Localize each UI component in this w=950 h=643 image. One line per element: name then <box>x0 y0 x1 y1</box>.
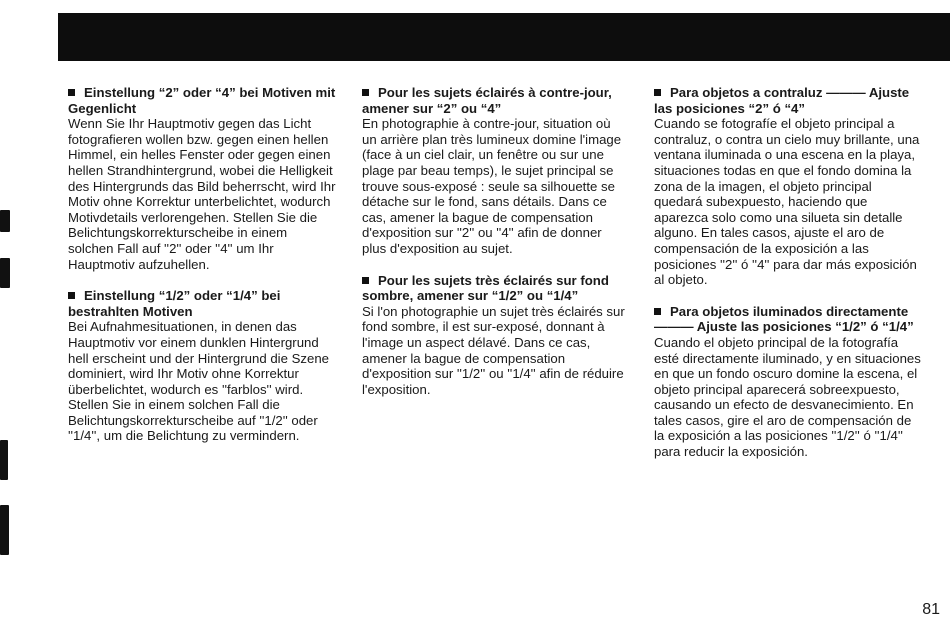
bullet-icon <box>654 308 661 315</box>
header-bar <box>58 13 950 61</box>
section-body: Cuando se fotografíe el objeto principal a contraluz, o contra un cielo muy brillante, una ventana iluminada o una escena en la playa, situaciones todas en que el fondo domina la zona de la imagen, el objeto principal quedará subexpuesto, haciendo que aparezca solo como una silueta sin detalle alguno. En tales casos, ajuste el aro de compensación de la exposición a las posiciones ''2'' ó ''4'' para dar más exposición al objeto. <box>654 116 920 288</box>
heading-text: Pour les sujets très éclairés sur fond sombre, amener sur “1/2” ou “1/4” <box>362 272 609 304</box>
column-spanish <box>654 85 922 476</box>
heading-text: Para objetos iluminados directamente ——— Ajuste las posiciones “1/2” ó “1/4” <box>654 303 914 335</box>
margin-mark <box>0 505 9 555</box>
section-backlight-fr <box>362 85 628 257</box>
page-number: 81 <box>922 601 940 618</box>
heading-text: Para objetos a contraluz ——— Ajuste las posiciones “2” ó “4” <box>654 85 910 116</box>
section-heading <box>362 273 628 304</box>
section-heading <box>654 304 922 335</box>
section-frontlit-fr <box>362 273 628 398</box>
margin-mark <box>0 210 10 232</box>
section-body: Cuando el objeto principal de la fotografía esté directamente iluminado, y en situaciones en que un fondo oscuro domine la escena, el objeto principal aparecerá sobreexpuesto, causando un efecto de desvanecimiento. En tales casos, gire el aro de compensación de la exposición a las posiciones ''1/2'' ó ''1/4'' para reducir la exposición. <box>654 334 921 460</box>
section-body: Si l'on photographie un sujet très éclairés sur fond sombre, il est sur-exposé, donnant à l'image un aspect délavé. Dans ce cas, amener la bague de compensation d'exposition sur ''1/2'' ou ''1/4'' afin de réduire l'exposition. <box>362 303 625 397</box>
bullet-icon <box>68 89 75 96</box>
section-heading <box>68 288 336 319</box>
margin-mark <box>0 258 10 288</box>
bullet-icon <box>68 292 75 299</box>
section-body: Bei Aufnahmesituationen, in denen das Hauptmotiv vor einem dunklen Hintergrund hell erscheint und der Hintergrund die Szene dominiert, wird Ihr Motiv ohne Korrektur überbelichtet, wodurch es ''farblos'' wird. Stellen Sie in einem solchen Fall die Belichtungskorrekturscheibe auf ''1/2'' oder ''1/4'', um die Belichtung zu vermindern. <box>68 319 329 444</box>
section-frontlit-de <box>68 288 336 444</box>
heading-text: Pour les sujets éclairés à contre-jour, amener sur “2” ou “4” <box>362 85 612 116</box>
section-heading <box>68 85 336 116</box>
heading-text: Einstellung “2” oder “4” bei Motiven mit Gegenlicht <box>68 85 336 116</box>
margin-mark <box>0 440 8 480</box>
section-backlight-es <box>654 85 922 288</box>
bullet-icon <box>654 89 661 96</box>
section-heading <box>654 85 922 116</box>
section-frontlit-es <box>654 304 922 460</box>
column-german <box>68 85 336 460</box>
section-backlight-de <box>68 85 336 272</box>
heading-text: Einstellung “1/2” oder “1/4” bei bestrahlten Motiven <box>68 288 281 319</box>
bullet-icon <box>362 277 369 284</box>
column-french <box>362 85 628 413</box>
bullet-icon <box>362 89 369 96</box>
section-body: Wenn Sie Ihr Hauptmotiv gegen das Licht fotografieren wollen bzw. gegen einen hellen Himmel, ein helles Fenster oder gegen einen hellen Strandhintergrund, wobei die Helligkeit des Hintergrunds das Bild beherrscht, wird Ihr Motiv ohne Korrektur unterbelichtet, wodurch Motivdetails verlorengehen. Stellen Sie die Belichtungskorrekturscheibe in einem solchen Fall auf ''2'' oder ''4'' um Ihr Hauptmotiv aufzuhellen. <box>68 116 336 272</box>
section-heading <box>362 85 628 116</box>
section-body: En photographie à contre-jour, situation où un arrière plan très lumineux domine l'image (face à un ciel clair, un fenêtre ou sur une plage par beau temps), le sujet principal se trouve sous-exposé : seule sa silhouette se détache sur le fond, sans détails. Dans ce cas, amener la bague de compensation d'exposition sur ''2'' ou ''4'' afin de donner plus d'exposition au sujet. <box>362 116 622 256</box>
